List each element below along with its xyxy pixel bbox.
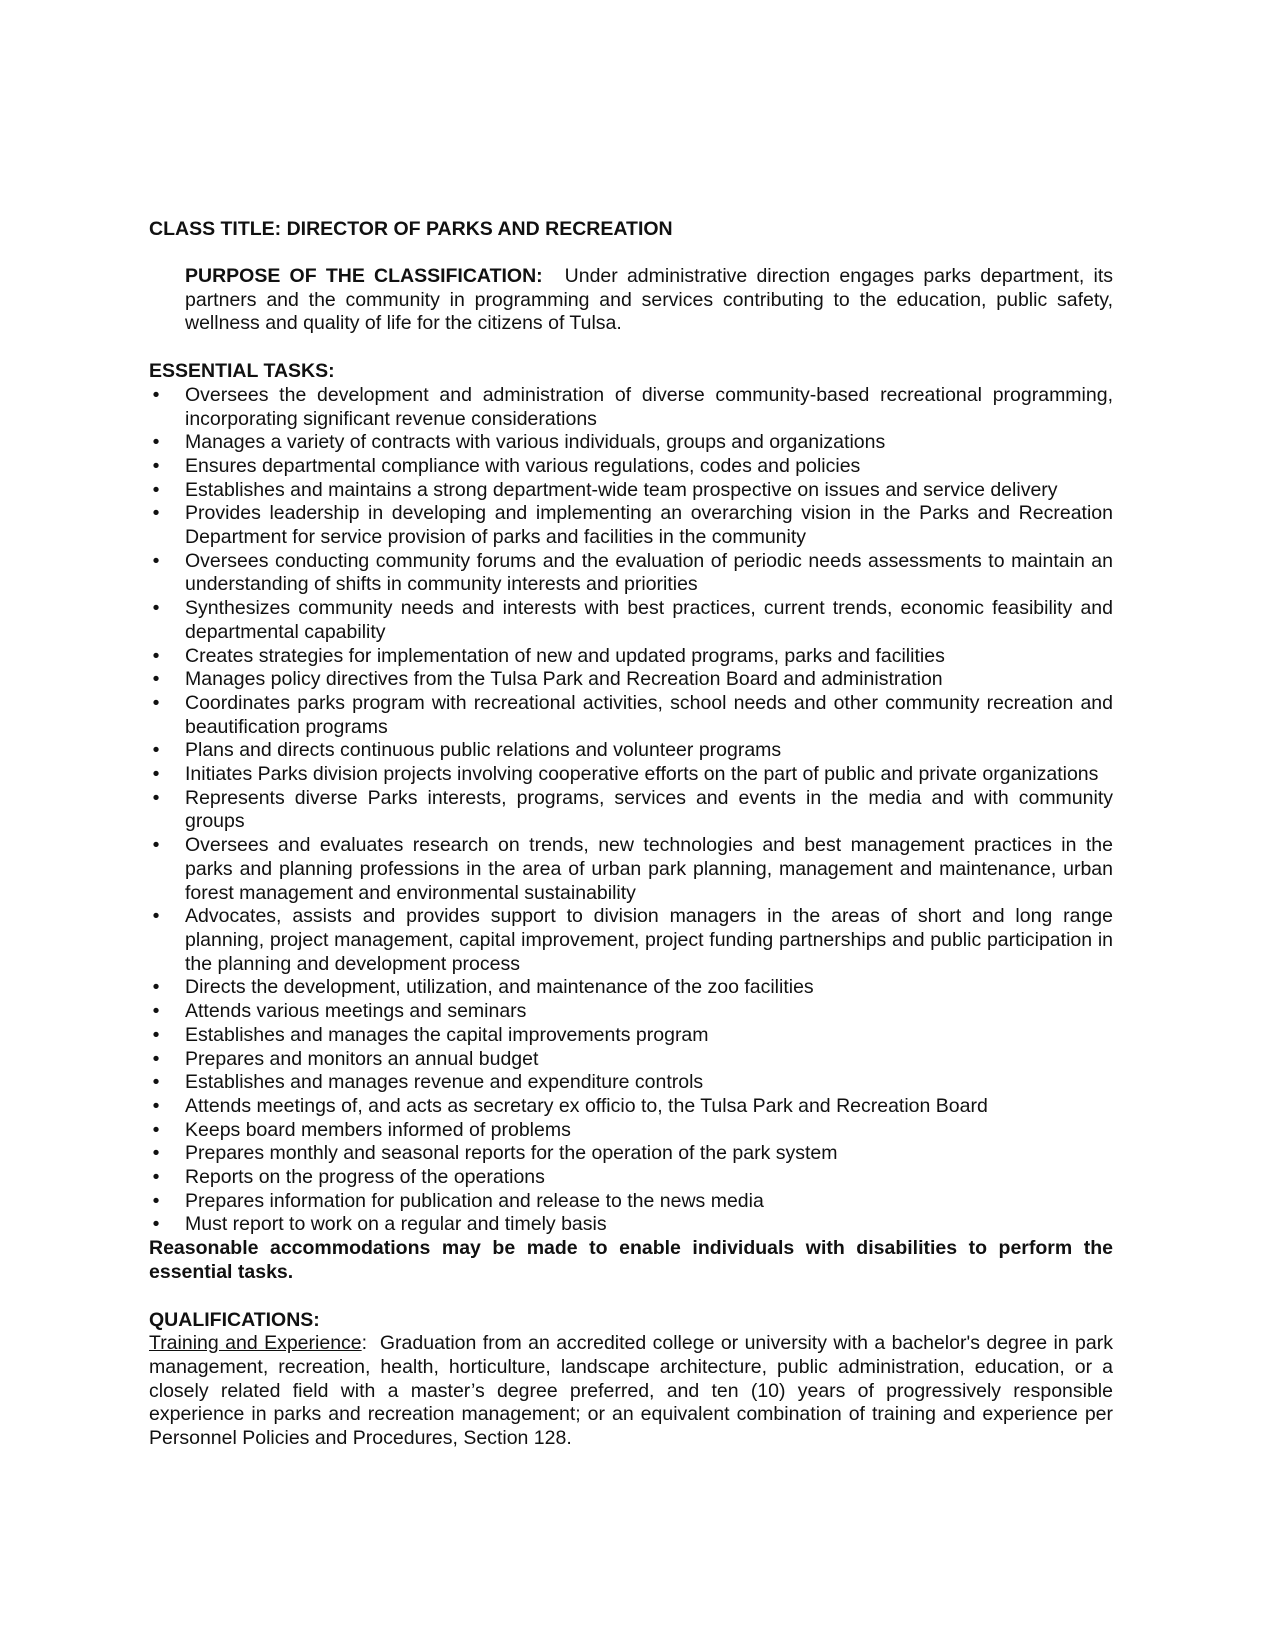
accommodation-note: Reasonable accommodations may be made to enable individuals with disabilities to perform the essential tasks. — [149, 1237, 1113, 1283]
task-text: Advocates, assists and provides support to division managers in the areas of short and long range planning, project management, capital improvement, project funding partnerships and public participation in the planning and development process — [185, 905, 1113, 975]
task-item — [149, 1166, 1113, 1190]
bullet-icon: • — [152, 478, 160, 501]
document-body — [149, 218, 1113, 1451]
task-item — [149, 1071, 1113, 1095]
task-item — [149, 384, 1113, 431]
task-text: Establishes and maintains a strong department-wide team prospective on issues and service delivery — [185, 478, 1058, 501]
task-item — [149, 1142, 1113, 1166]
task-text: Prepares and monitors an annual budget — [185, 1047, 539, 1070]
bullet-icon: • — [152, 786, 160, 809]
essential-tasks-list — [149, 384, 1113, 1237]
task-text: Creates strategies for implementation of new and updated programs, parks and facilities — [185, 644, 945, 667]
training-paragraph — [149, 1332, 1113, 1451]
task-text: Manages a variety of contracts with various individuals, groups and organizations — [185, 431, 886, 454]
essential-tasks-heading: ESSENTIAL TASKS: — [149, 360, 335, 383]
bullet-icon: • — [152, 549, 160, 572]
bullet-icon: • — [152, 1094, 160, 1117]
task-text: Ensures departmental compliance with various regulations, codes and policies — [185, 454, 861, 477]
task-text: Must report to work on a regular and timely basis — [185, 1213, 607, 1236]
qualifications-heading: QUALIFICATIONS: — [149, 1308, 320, 1331]
purpose-text: Under administrative direction engages parks department, its partners and the community in programming and services contributing to the education, public safety, wellness and quality of life for the citizens of Tulsa. — [185, 265, 1113, 335]
task-item — [149, 905, 1113, 976]
training-text: Graduation from an accredited college or university with a bachelor's degree in park management, recreation, health, horticulture, landscape architecture, public administration, education, or a closely related field with a master’s degree preferred, and ten (10) years of progressively responsible experience in parks and recreation management; or an equivalent combination of training and experience per Personnel Policies and Procedures, Section 128. — [149, 1332, 1113, 1450]
bullet-icon: • — [152, 1118, 160, 1141]
task-item — [149, 1190, 1113, 1214]
bullet-icon: • — [152, 668, 160, 691]
purpose-paragraph — [185, 265, 1113, 336]
task-text: Prepares monthly and seasonal reports for the operation of the park system — [185, 1142, 838, 1165]
task-item — [149, 1048, 1113, 1072]
bullet-icon: • — [152, 1166, 160, 1189]
task-item — [149, 550, 1113, 597]
task-item — [149, 787, 1113, 834]
task-text: Synthesizes community needs and interests with best practices, current trends, economic feasibility and departmental capability — [185, 597, 1113, 643]
task-text: Keeps board members informed of problems — [185, 1118, 571, 1141]
task-item — [149, 1000, 1113, 1024]
task-text: Plans and directs continuous public relations and volunteer programs — [185, 739, 782, 762]
task-item — [149, 645, 1113, 669]
task-item — [149, 692, 1113, 739]
bullet-icon: • — [152, 454, 160, 477]
bullet-icon: • — [152, 1071, 160, 1094]
task-item — [149, 1119, 1113, 1143]
bullet-icon: • — [152, 763, 160, 786]
bullet-icon: • — [152, 1142, 160, 1165]
bullet-icon: • — [152, 383, 160, 406]
task-text: Oversees and evaluates research on trends, new technologies and best management practices in the parks and planning professions in the area of urban park planning, management and maintenance, urban forest management and environmental sustainability — [185, 834, 1113, 904]
task-item — [149, 455, 1113, 479]
training-separator: : — [361, 1332, 380, 1355]
task-item — [149, 763, 1113, 787]
task-text: Manages policy directives from the Tulsa Park and Recreation Board and administration — [185, 668, 943, 691]
task-item — [149, 1095, 1113, 1119]
bullet-icon: • — [152, 1023, 160, 1046]
task-text: Establishes and manages the capital improvements program — [185, 1023, 709, 1046]
bullet-icon: • — [152, 1189, 160, 1212]
task-item — [149, 597, 1113, 644]
task-text: Oversees conducting community forums and the evaluation of periodic needs assessments to maintain an understanding of shifts in community interests and priorities — [185, 549, 1113, 596]
bullet-icon: • — [152, 1047, 160, 1070]
bullet-icon: • — [152, 691, 160, 714]
bullet-icon: • — [152, 976, 160, 999]
class-title: CLASS TITLE: DIRECTOR OF PARKS AND RECREATION — [149, 218, 673, 240]
bullet-icon: • — [152, 1213, 160, 1236]
training-label: Training and Experience — [149, 1332, 362, 1355]
task-item — [149, 479, 1113, 503]
task-text: Prepares information for publication and release to the news media — [185, 1189, 764, 1212]
task-text: Establishes and manages revenue and expenditure controls — [185, 1071, 704, 1094]
task-item — [149, 431, 1113, 455]
task-item — [149, 1024, 1113, 1048]
bullet-icon: • — [152, 905, 160, 928]
task-item — [149, 739, 1113, 763]
task-text: Attends various meetings and seminars — [185, 1000, 527, 1023]
task-text: Represents diverse Parks interests, programs, services and events in the media and with community groups — [185, 786, 1113, 833]
bullet-icon: • — [152, 431, 160, 454]
bullet-icon: • — [152, 739, 160, 762]
task-text: Oversees the development and administration of diverse community-based recreational programming, incorporating significant revenue considerations — [185, 383, 1113, 430]
task-item — [149, 1213, 1113, 1237]
task-item — [149, 976, 1113, 1000]
task-text: Initiates Parks division projects involving cooperative efforts on the part of public and private organizations — [185, 763, 1099, 786]
task-text: Attends meetings of, and acts as secretary ex officio to, the Tulsa Park and Recreation Board — [185, 1094, 988, 1117]
bullet-icon: • — [152, 502, 160, 525]
bullet-icon: • — [152, 644, 160, 667]
task-text: Coordinates parks program with recreational activities, school needs and other community recreation and beautification programs — [185, 691, 1113, 738]
purpose-label: PURPOSE OF THE CLASSIFICATION: — [185, 265, 543, 287]
task-item — [149, 668, 1113, 692]
bullet-icon: • — [152, 597, 160, 620]
task-item — [149, 502, 1113, 549]
task-text: Provides leadership in developing and implementing an overarching vision in the Parks and Recreation Department for service provision of parks and facilities in the community — [185, 502, 1113, 549]
task-text: Reports on the progress of the operations — [185, 1166, 545, 1189]
bullet-icon: • — [152, 834, 160, 857]
bullet-icon: • — [152, 1000, 160, 1023]
task-item — [149, 834, 1113, 905]
task-text: Directs the development, utilization, and maintenance of the zoo facilities — [185, 976, 814, 999]
